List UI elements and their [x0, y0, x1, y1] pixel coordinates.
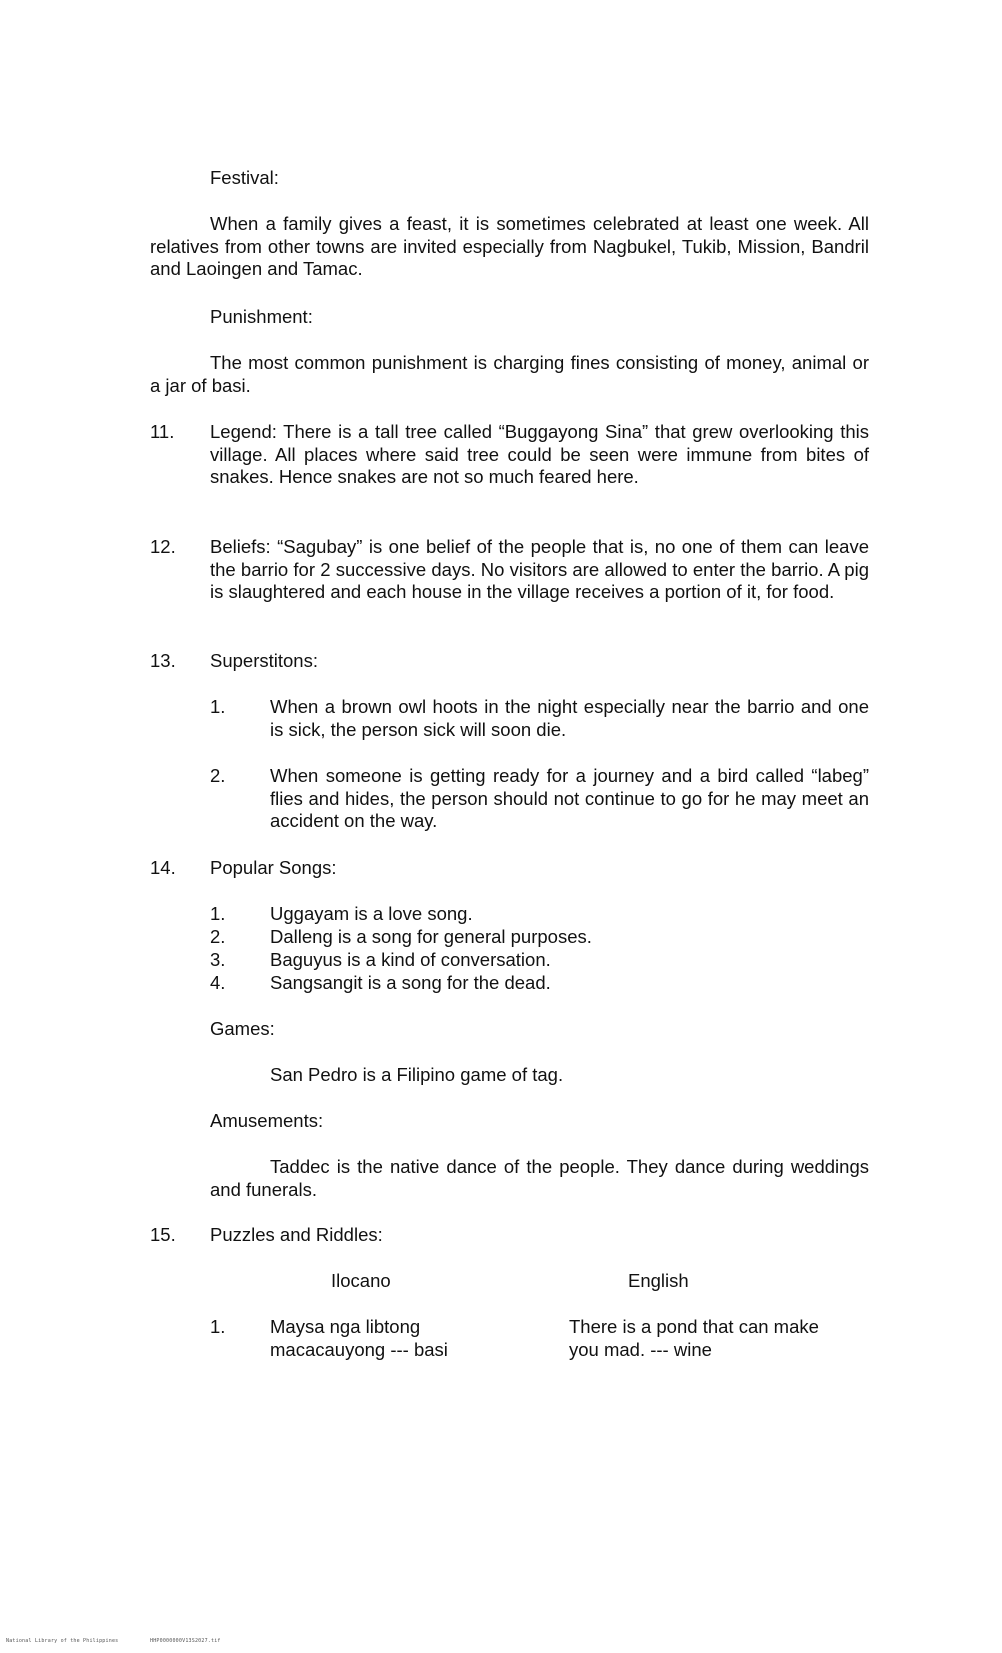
amusements-paragraph: Taddec is the native dance of the people. They dance during weddings and funerals. [210, 1156, 869, 1200]
punishment-heading: Punishment: [210, 306, 313, 327]
footer-library-label: National Library of the Philippines [6, 1638, 119, 1644]
riddle-number: 1. [210, 1316, 226, 1337]
song-item-number: 1. [210, 903, 226, 924]
superstitions-number: 13. [150, 650, 176, 671]
games-heading: Games: [210, 1018, 275, 1039]
beliefs-number: 12. [150, 536, 176, 557]
superstition-item-number: 1. [210, 696, 226, 717]
song-item-number: 4. [210, 972, 226, 993]
song-item-text: Sangsangit is a song for the dead. [270, 972, 551, 993]
beliefs-paragraph: Beliefs: “Sagubay” is one belief of the people that is, no one of them can leave the barrio for 2 successive days. No visitors are allowed to enter the barrio. A pig is slaughtered and each house in the village receives a portion of it, for food. [210, 536, 869, 602]
games-text: San Pedro is a Filipino game of tag. [270, 1064, 564, 1085]
song-item-text: Baguyus is a kind of conversation. [270, 949, 551, 970]
song-item-text: Dalleng is a song for general purposes. [270, 926, 592, 947]
puzzles-heading: Puzzles and Riddles: [210, 1224, 383, 1245]
superstition-item-number: 2. [210, 765, 226, 786]
riddle-ilocano-line: macacauyong --- basi [270, 1339, 448, 1360]
superstitions-heading: Superstitons: [210, 650, 318, 671]
song-item-number: 2. [210, 926, 226, 947]
festival-heading: Festival: [210, 167, 279, 188]
riddle-english-line: you mad. --- wine [569, 1339, 712, 1360]
superstition-item-text: When someone is getting ready for a journey and a bird called “labeg” flies and hides, the person should not continue to go for he may meet an accident on the way. [270, 765, 869, 831]
song-item-number: 3. [210, 949, 226, 970]
songs-number: 14. [150, 857, 176, 878]
song-item-text: Uggayam is a love song. [270, 903, 473, 924]
footer-file-label: HHP0000000V13S2027.tif [150, 1638, 221, 1644]
superstition-item-text: When a brown owl hoots in the night especially near the barrio and one is sick, the person sick will soon die. [270, 696, 869, 740]
festival-paragraph: When a family gives a feast, it is sometimes celebrated at least one week. All relatives from other towns are invited especially from Nagbukel, Tukib, Mission, Bandril and Laoingen and Tamac. [150, 213, 869, 279]
legend-number: 11. [150, 421, 175, 442]
riddle-ilocano-line: Maysa nga libtong [270, 1316, 421, 1337]
legend-paragraph: Legend: There is a tall tree called “Buggayong Sina” that grew overlooking this village. All places where said tree could be seen were immune from bites of snakes. Hence snakes are not so much feared here. [210, 421, 869, 487]
puzzles-number: 15. [150, 1224, 176, 1245]
riddle-english-line: There is a pond that can make [569, 1316, 819, 1337]
songs-heading: Popular Songs: [210, 857, 337, 878]
amusements-heading: Amusements: [210, 1110, 324, 1131]
punishment-paragraph: The most common punishment is charging fines consisting of money, animal or a jar of basi. [150, 352, 869, 396]
column-header-ilocano: Ilocano [331, 1270, 391, 1291]
column-header-english: English [628, 1270, 689, 1291]
